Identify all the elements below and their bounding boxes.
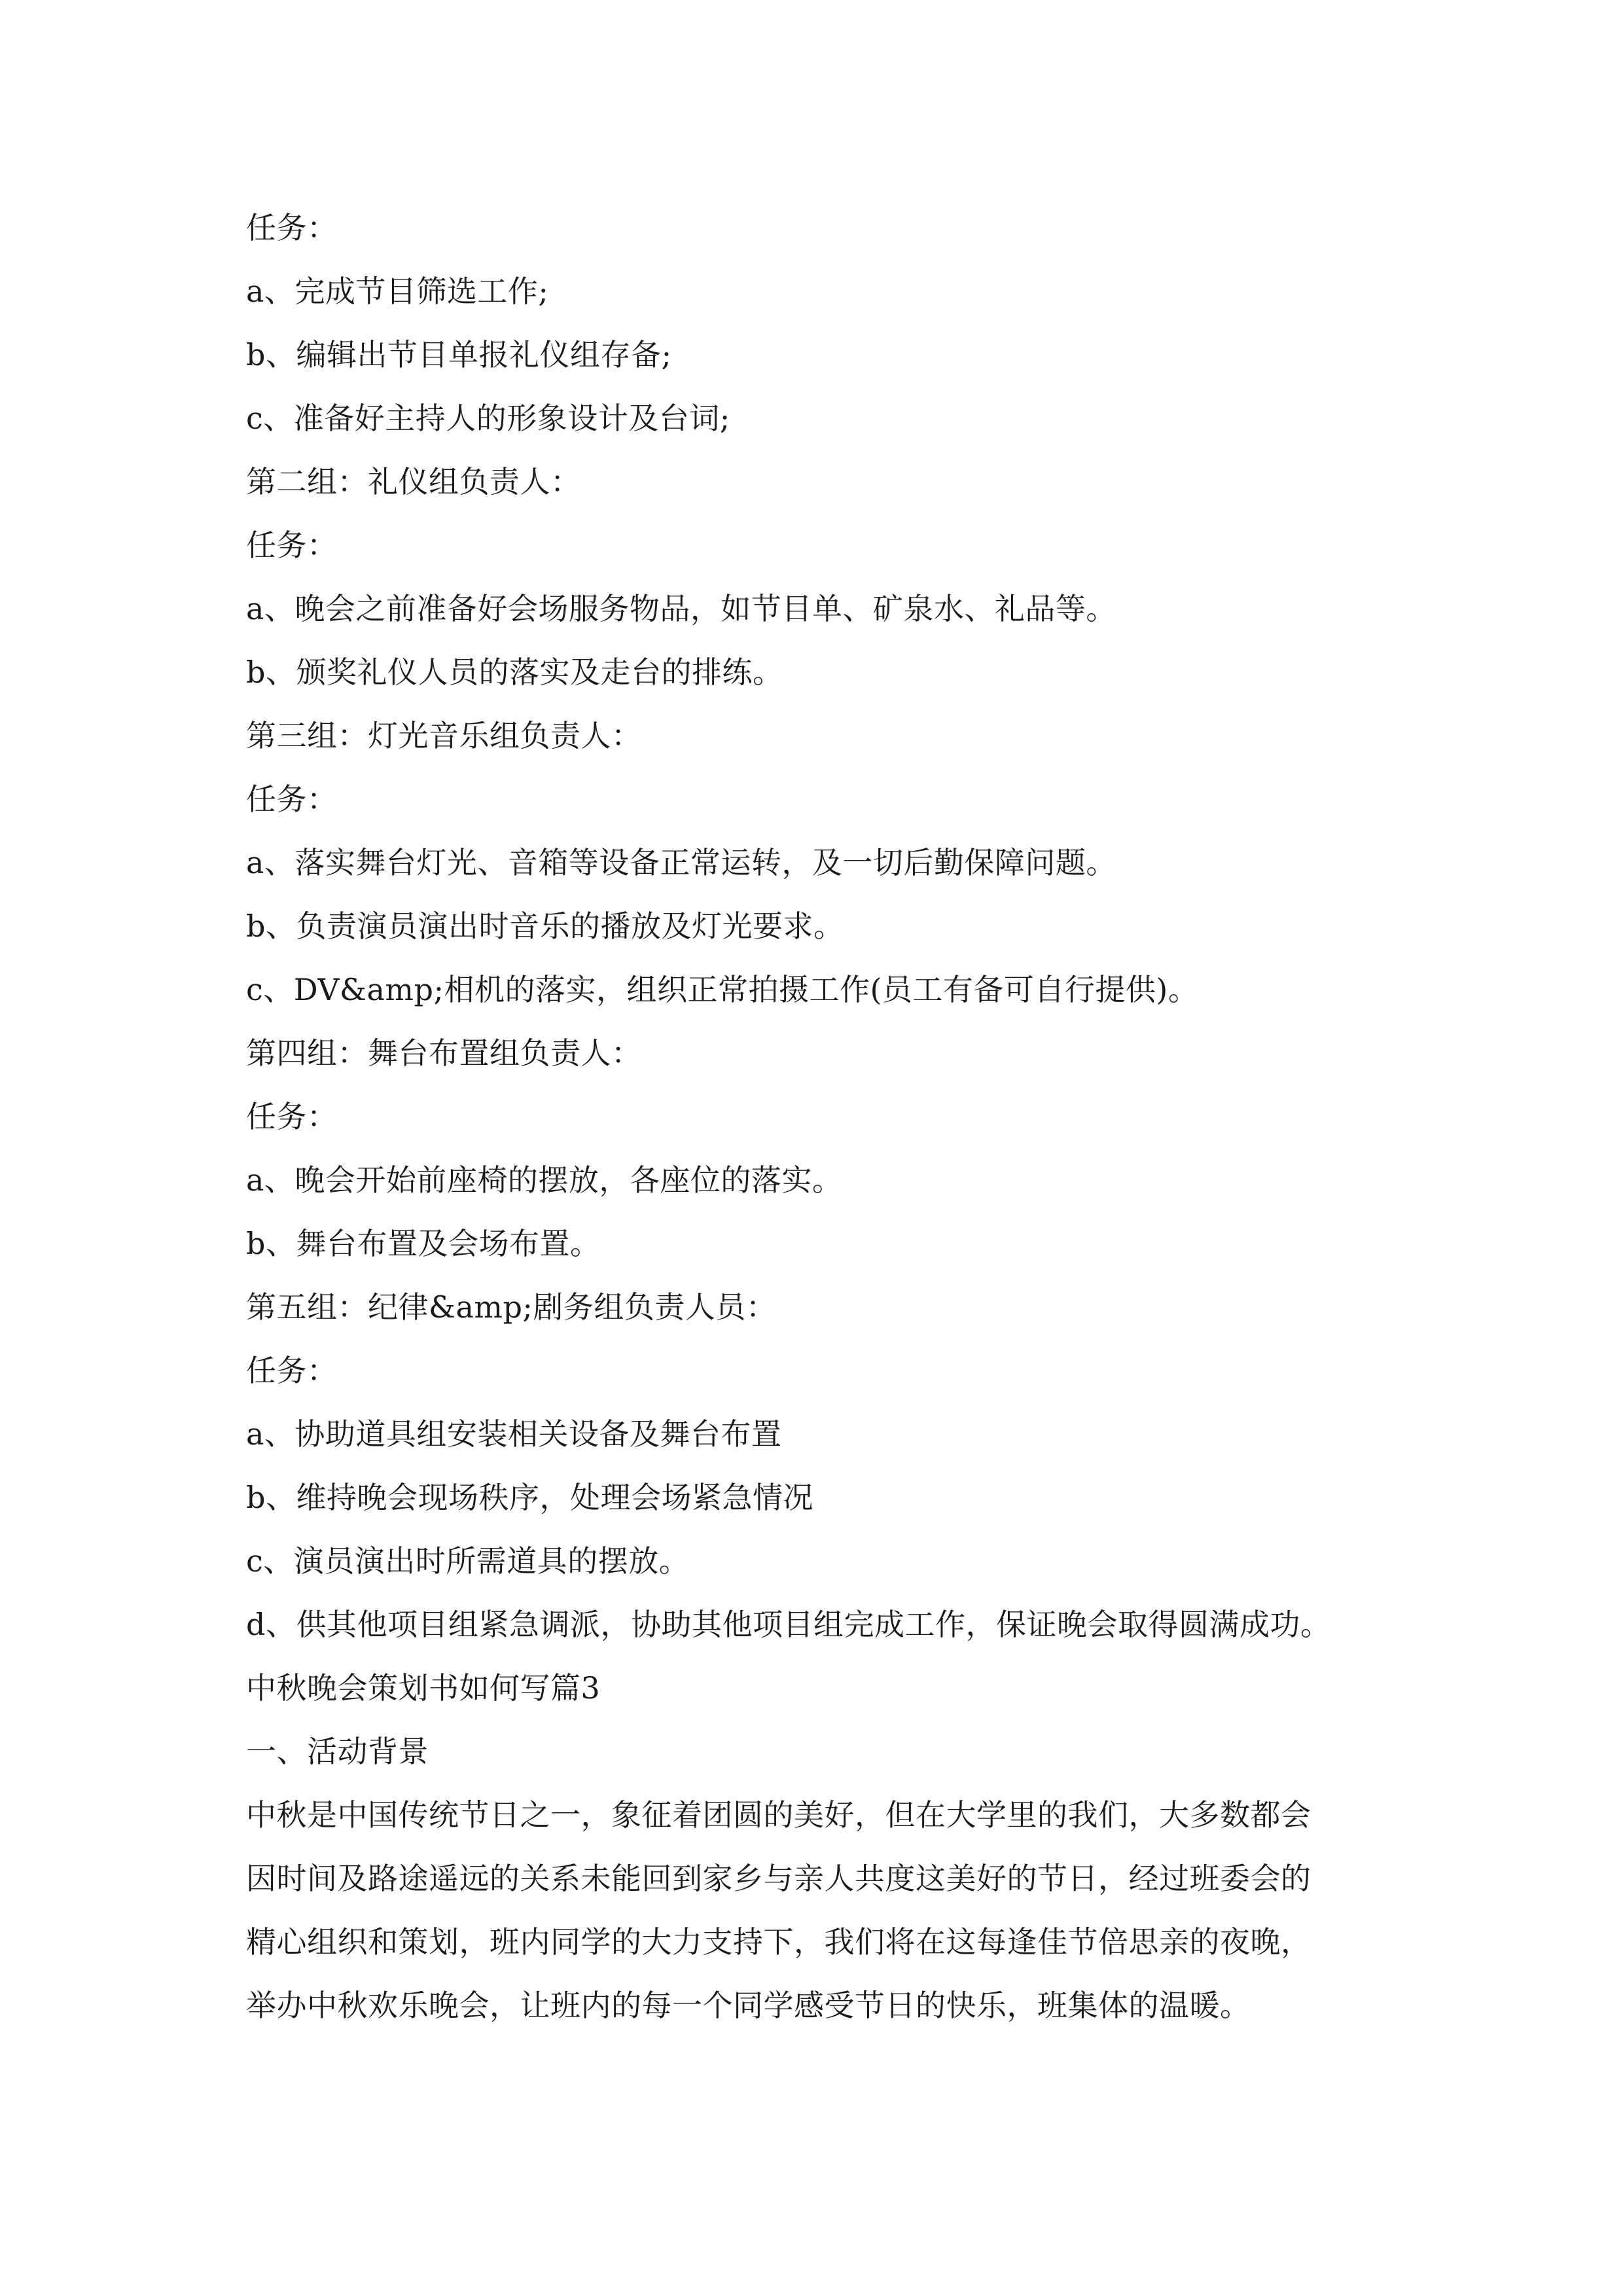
list-item: b、负责演员演出时音乐的播放及灯光要求。 <box>246 908 844 944</box>
paragraph-line: 精心组织和策划，班内同学的大力支持下，我们将在这每逢佳节倍思亲的夜晚， <box>246 1924 1311 1960</box>
task-heading: 任务： <box>246 1353 338 1388</box>
list-item: c、准备好主持人的形象设计及台词; <box>246 401 730 436</box>
group-heading: 第四组：舞台布置组负责人： <box>246 1035 642 1071</box>
section-title: 中秋晚会策划书如何写篇3 <box>246 1670 601 1706</box>
list-item: a、落实舞台灯光、音箱等设备正常运转，及一切后勤保障问题。 <box>246 845 1116 880</box>
list-item: c、演员演出时所需道具的摆放。 <box>246 1543 690 1579</box>
list-item: c、DV&amp;相机的落实，组织正常拍摄工作(员工有备可自行提供)。 <box>246 972 1199 1007</box>
list-item: a、晚会开始前座椅的摆放，各座位的落实。 <box>246 1162 843 1198</box>
group-heading: 第二组：礼仪组负责人： <box>246 464 581 499</box>
paragraph-line: 中秋是中国传统节日之一，象征着团圆的美好，但在大学里的我们，大多数都会 <box>246 1797 1311 1833</box>
group-heading: 第三组：灯光音乐组负责人： <box>246 718 642 753</box>
document-body <box>246 196 1411 2037</box>
list-item: a、晚会之前准备好会场服务物品，如节目单、矿泉水、礼品等。 <box>246 591 1116 626</box>
list-item: a、协助道具组安装相关设备及舞台布置 <box>246 1416 782 1452</box>
background-paragraph <box>246 1784 1411 2037</box>
list-item: b、维持晚会现场秩序，处理会场紧急情况 <box>246 1480 813 1515</box>
list-item: a、完成节目筛选工作; <box>246 274 549 309</box>
list-item: d、供其他项目组紧急调派，协助其他项目组完成工作，保证晚会取得圆满成功。 <box>246 1607 1331 1642</box>
section-heading: 一、活动背景 <box>246 1734 429 1769</box>
task-heading: 任务： <box>246 528 338 563</box>
task-heading: 任务： <box>246 210 338 245</box>
paragraph-line: 举办中秋欢乐晚会，让班内的每一个同学感受节日的快乐，班集体的温暖。 <box>246 1988 1251 2023</box>
list-item: b、编辑出节目单报礼仪组存备; <box>246 337 672 372</box>
paragraph-line: 因时间及路途遥远的关系未能回到家乡与亲人共度这美好的节日，经过班委会的 <box>246 1861 1311 1896</box>
list-item: b、舞台布置及会场布置。 <box>246 1226 601 1261</box>
task-heading: 任务： <box>246 781 338 817</box>
list-item: b、颁奖礼仪人员的落实及走台的排练。 <box>246 655 783 690</box>
group-heading: 第五组：纪律&amp;剧务组负责人员： <box>246 1289 777 1325</box>
task-heading: 任务： <box>246 1099 338 1134</box>
